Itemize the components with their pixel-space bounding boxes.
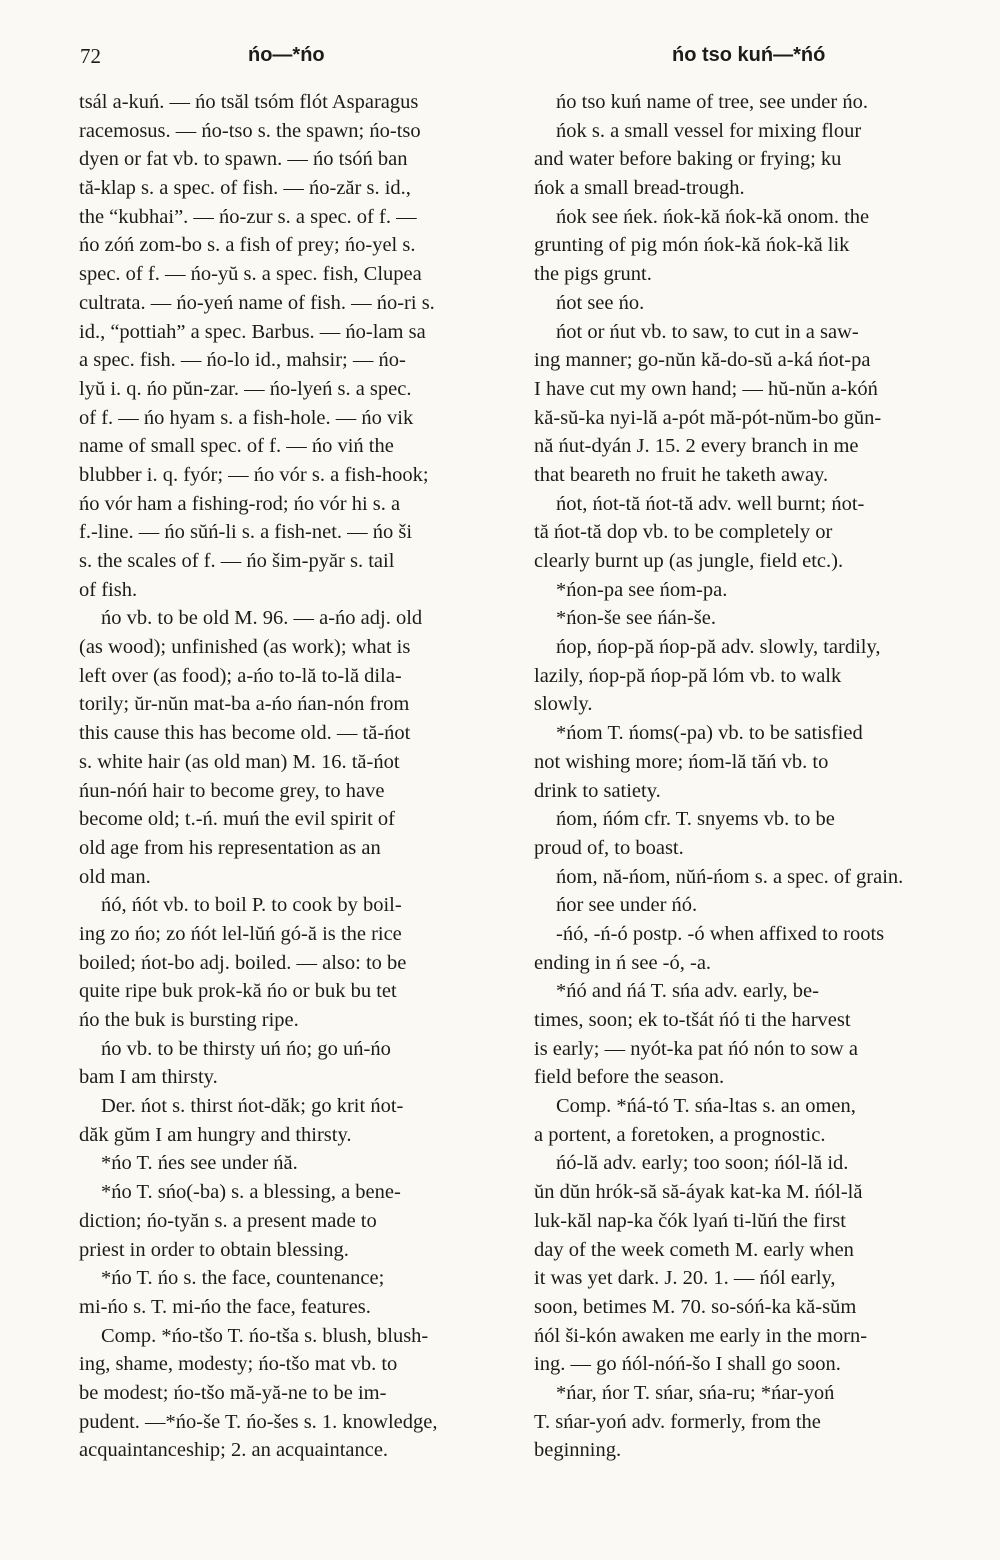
text-line: ńok see ńek. ńok-kă ńok-kă onom. the <box>556 205 870 228</box>
text-line: a portent, a foretoken, a prognostic. <box>534 1123 826 1146</box>
text-line: Der. ńot s. thirst ńot-dăk; go krit ńot- <box>101 1095 404 1118</box>
text-line: s. the scales of f. — ńo šim-pyăr s. tail <box>79 550 395 572</box>
text-line: kă-sŭ-ka nyi-lă a-pót mă-pót-nŭm-bo gŭn- <box>534 406 882 429</box>
text-line: not wishing more; ńom-lă tăń vb. to <box>534 750 829 773</box>
text-line: be modest; ńo-tšo mă-yă-ne to be im- <box>79 1381 387 1404</box>
text-line: clearly burnt up (as jungle, field etc.). <box>534 550 844 572</box>
text-line: ńom, nă-ńom, nŭń-ńom s. a spec. of grain. <box>556 865 904 888</box>
text-line: nă ńut-dyán J. 15. 2 every branch in me <box>534 435 859 458</box>
text-line: Comp. *ńo-tšo T. ńo-tša s. blush, blush- <box>101 1324 429 1347</box>
right-running-head: ńo tso kuń—*ńó <box>672 44 826 66</box>
text-line: proud of, to boast. <box>534 836 684 859</box>
text-line: ńot, ńot-tă ńot-tă adv. well burnt; ńot- <box>556 492 865 515</box>
text-line: dăk gŭm I am hungry and thirsty. <box>79 1123 352 1146</box>
text-line: mi-ńo s. T. mi-ńo the face, features. <box>79 1295 371 1318</box>
text-line: ing zo ńo; zo ńót lel-lŭń gó-ă is the rice <box>79 922 402 945</box>
text-line: drink to satiety. <box>534 779 661 802</box>
text-line: cultrata. — ńo-yeń name of fish. — ńo-ri s. <box>79 291 435 314</box>
text-line: ing. — go ńól-nóń-šo I shall go soon. <box>534 1353 841 1376</box>
text-line: a spec. fish. — ńo-lo id., mahsir; — ńo- <box>79 349 406 372</box>
text-line: ing, shame, modesty; ńo-tšo mat vb. to <box>79 1353 398 1376</box>
text-line: ńo tso kuń name of tree, see under ńo. <box>556 91 868 113</box>
text-line: become old; t.-ń. muń the evil spirit of <box>79 808 395 831</box>
text-line: grunting of pig món ńok-kă ńok-kă lik <box>534 234 850 257</box>
text-line: *ńar, ńor T. sńar, sńa-ru; *ńar-yoń <box>556 1381 835 1404</box>
text-line: (as wood); unfinished (as work); what is <box>79 636 411 659</box>
text-line: ńun-nóń hair to become grey, to have <box>79 779 385 802</box>
text-line: of fish. <box>79 578 138 601</box>
text-line: tsál a-kuń. — ńo tsăl tsóm flót Asparagus <box>79 91 419 113</box>
text-line: tă-klap s. a spec. of fish. — ńo-zăr s. id., <box>79 177 411 200</box>
text-line: pudent. —*ńo-še T. ńo-šes s. 1. knowledge, <box>79 1410 438 1433</box>
text-line: *ńon-pa see ńom-pa. <box>556 578 728 601</box>
text-line: times, soon; ek to-tšát ńó ti the harvest <box>534 1009 851 1031</box>
text-line: ńo vór ham a fishing-rod; ńo vór hi s. a <box>79 492 401 515</box>
text-line: lazily, ńop-pă ńop-pă lóm vb. to walk <box>534 664 842 687</box>
text-line: diction; ńo-tyăn s. a present made to <box>79 1209 377 1232</box>
text-line: slowly. <box>534 693 593 716</box>
text-line: Comp. *ńá-tó T. sńa-ltas s. an omen, <box>556 1095 856 1118</box>
text-line: T. sńar-yoń adv. formerly, from the <box>534 1410 821 1433</box>
text-line: ńó, ńót vb. to boil P. to cook by boil- <box>101 894 402 917</box>
text-line: *ńon-še see ńán-še. <box>556 607 716 630</box>
right-column <box>534 88 957 1465</box>
text-line: it was yet dark. J. 20. 1. — ńól early, <box>534 1267 836 1290</box>
page-number: 72 <box>80 44 101 68</box>
text-line: torily; ŭr-nŭn mat-ba a-ńo ńan-nón from <box>79 693 410 716</box>
text-line: *ńo T. ńes see under ńă. <box>101 1152 298 1175</box>
text-line: beginning. <box>534 1439 622 1462</box>
text-line: ńól ši-kón awaken me early in the morn- <box>534 1324 868 1347</box>
text-line: *ńo T. sńo(-ba) s. a blessing, a bene- <box>101 1181 401 1204</box>
text-line: ŭn dŭn hrók-să să-áyak kat-ka M. ńól-lă <box>534 1181 863 1204</box>
text-line: s. white hair (as old man) M. 16. tă-ńot <box>79 750 400 773</box>
text-line: field before the season. <box>534 1066 725 1089</box>
text-line: acquaintanceship; 2. an acquaintance. <box>79 1439 389 1462</box>
text-line: ńom, ńóm cfr. T. snyems vb. to be <box>556 808 835 831</box>
text-line: boiled; ńot-bo adj. boiled. — also: to be <box>79 951 407 974</box>
text-line: the pigs grunt. <box>534 263 652 286</box>
text-line: ending in ń see -ó, -a. <box>534 951 712 974</box>
text-line: spec. of f. — ńo-yŭ s. a spec. fish, Clupea <box>79 263 422 286</box>
text-line: ńor see under ńó. <box>556 894 698 917</box>
text-line: soon, betimes M. 70. so-sóń-ka kă-sŭm <box>534 1295 857 1318</box>
text-line: lyŭ i. q. ńo pŭn-zar. — ńo-lyeń s. a spec. <box>79 377 412 400</box>
text-line: ńo vb. to be thirsty uń ńo; go uń-ńo <box>101 1037 391 1060</box>
text-line: id., “pottiah” a spec. Barbus. — ńo-lam sa <box>79 320 426 343</box>
text-line: dyen or fat vb. to spawn. — ńo tsóń ban <box>79 148 408 171</box>
text-line: ńo the buk is bursting ripe. <box>79 1009 299 1031</box>
text-line: of f. — ńo hyam s. a fish-hole. — ńo vik <box>79 406 414 429</box>
text-line: ńot or ńut vb. to saw, to cut in a saw- <box>556 320 859 343</box>
text-line: the “kubhai”. — ńo-zur s. a spec. of f. — <box>79 205 417 228</box>
text-line: f.-line. — ńo sŭń-li s. a fish-net. — ńo ši <box>79 521 413 544</box>
text-line: ńop, ńop-pă ńop-pă adv. slowly, tardily, <box>556 636 881 659</box>
text-line: this cause this has become old. — tă-ńot <box>79 722 411 745</box>
text-line: bam I am thirsty. <box>79 1066 218 1089</box>
text-line: blubber i. q. fyór; — ńo vór s. a fish-hook; <box>79 463 429 486</box>
text-line: day of the week cometh M. early when <box>534 1238 854 1261</box>
text-line: ńo zóń zom-bo s. a fish of prey; ńo-yel s. <box>79 234 416 257</box>
text-line: ńo vb. to be old M. 96. — a-ńo adj. old <box>101 607 423 630</box>
text-line: priest in order to obtain blessing. <box>79 1238 349 1261</box>
text-line: and water before baking or frying; ku <box>534 148 842 171</box>
text-line: left over (as food); a-ńo to-lă to-lă dila- <box>79 664 402 687</box>
text-line: is early; — nyót-ka pat ńó nón to sow a <box>534 1037 858 1060</box>
text-line: I have cut my own hand; — hŭ-nŭn a-kóń <box>534 377 878 400</box>
text-line: old age from his representation as an <box>79 836 381 859</box>
text-line: ńok a small bread-trough. <box>534 177 745 200</box>
text-line: *ńó and ńá T. sńa adv. early, be- <box>556 980 819 1003</box>
text-line: luk-kăl nap-ka čók lyań ti-lŭń the first <box>534 1209 846 1232</box>
text-line: *ńom T. ńoms(-pa) vb. to be satisfied <box>556 722 863 745</box>
text-line: old man. <box>79 865 151 888</box>
text-line: quite ripe buk prok-kă ńo or buk bu tet <box>79 980 397 1003</box>
text-line: racemosus. — ńo-tso s. the spawn; ńo-tso <box>79 119 421 142</box>
text-line: tă ńot-tă dop vb. to be completely or <box>534 521 833 544</box>
text-line: ńok s. a small vessel for mixing flour <box>556 119 862 142</box>
text-line: name of small spec. of f. — ńo viń the <box>79 435 394 458</box>
text-line: ing manner; go-nŭn kă-do-sŭ a-ká ńot-pa <box>534 349 871 372</box>
text-line: that beareth no fruit he taketh away. <box>534 463 829 486</box>
left-running-head: ńo—*ńo <box>248 44 325 66</box>
left-column <box>79 88 502 1465</box>
text-line: ńó-lă adv. early; too soon; ńól-lă id. <box>556 1152 849 1175</box>
text-line: *ńo T. ńo s. the face, countenance; <box>101 1267 385 1290</box>
text-line: ńot see ńo. <box>556 291 645 314</box>
text-line: -ńó, -ń-ó postp. -ó when affixed to roots <box>556 922 885 945</box>
